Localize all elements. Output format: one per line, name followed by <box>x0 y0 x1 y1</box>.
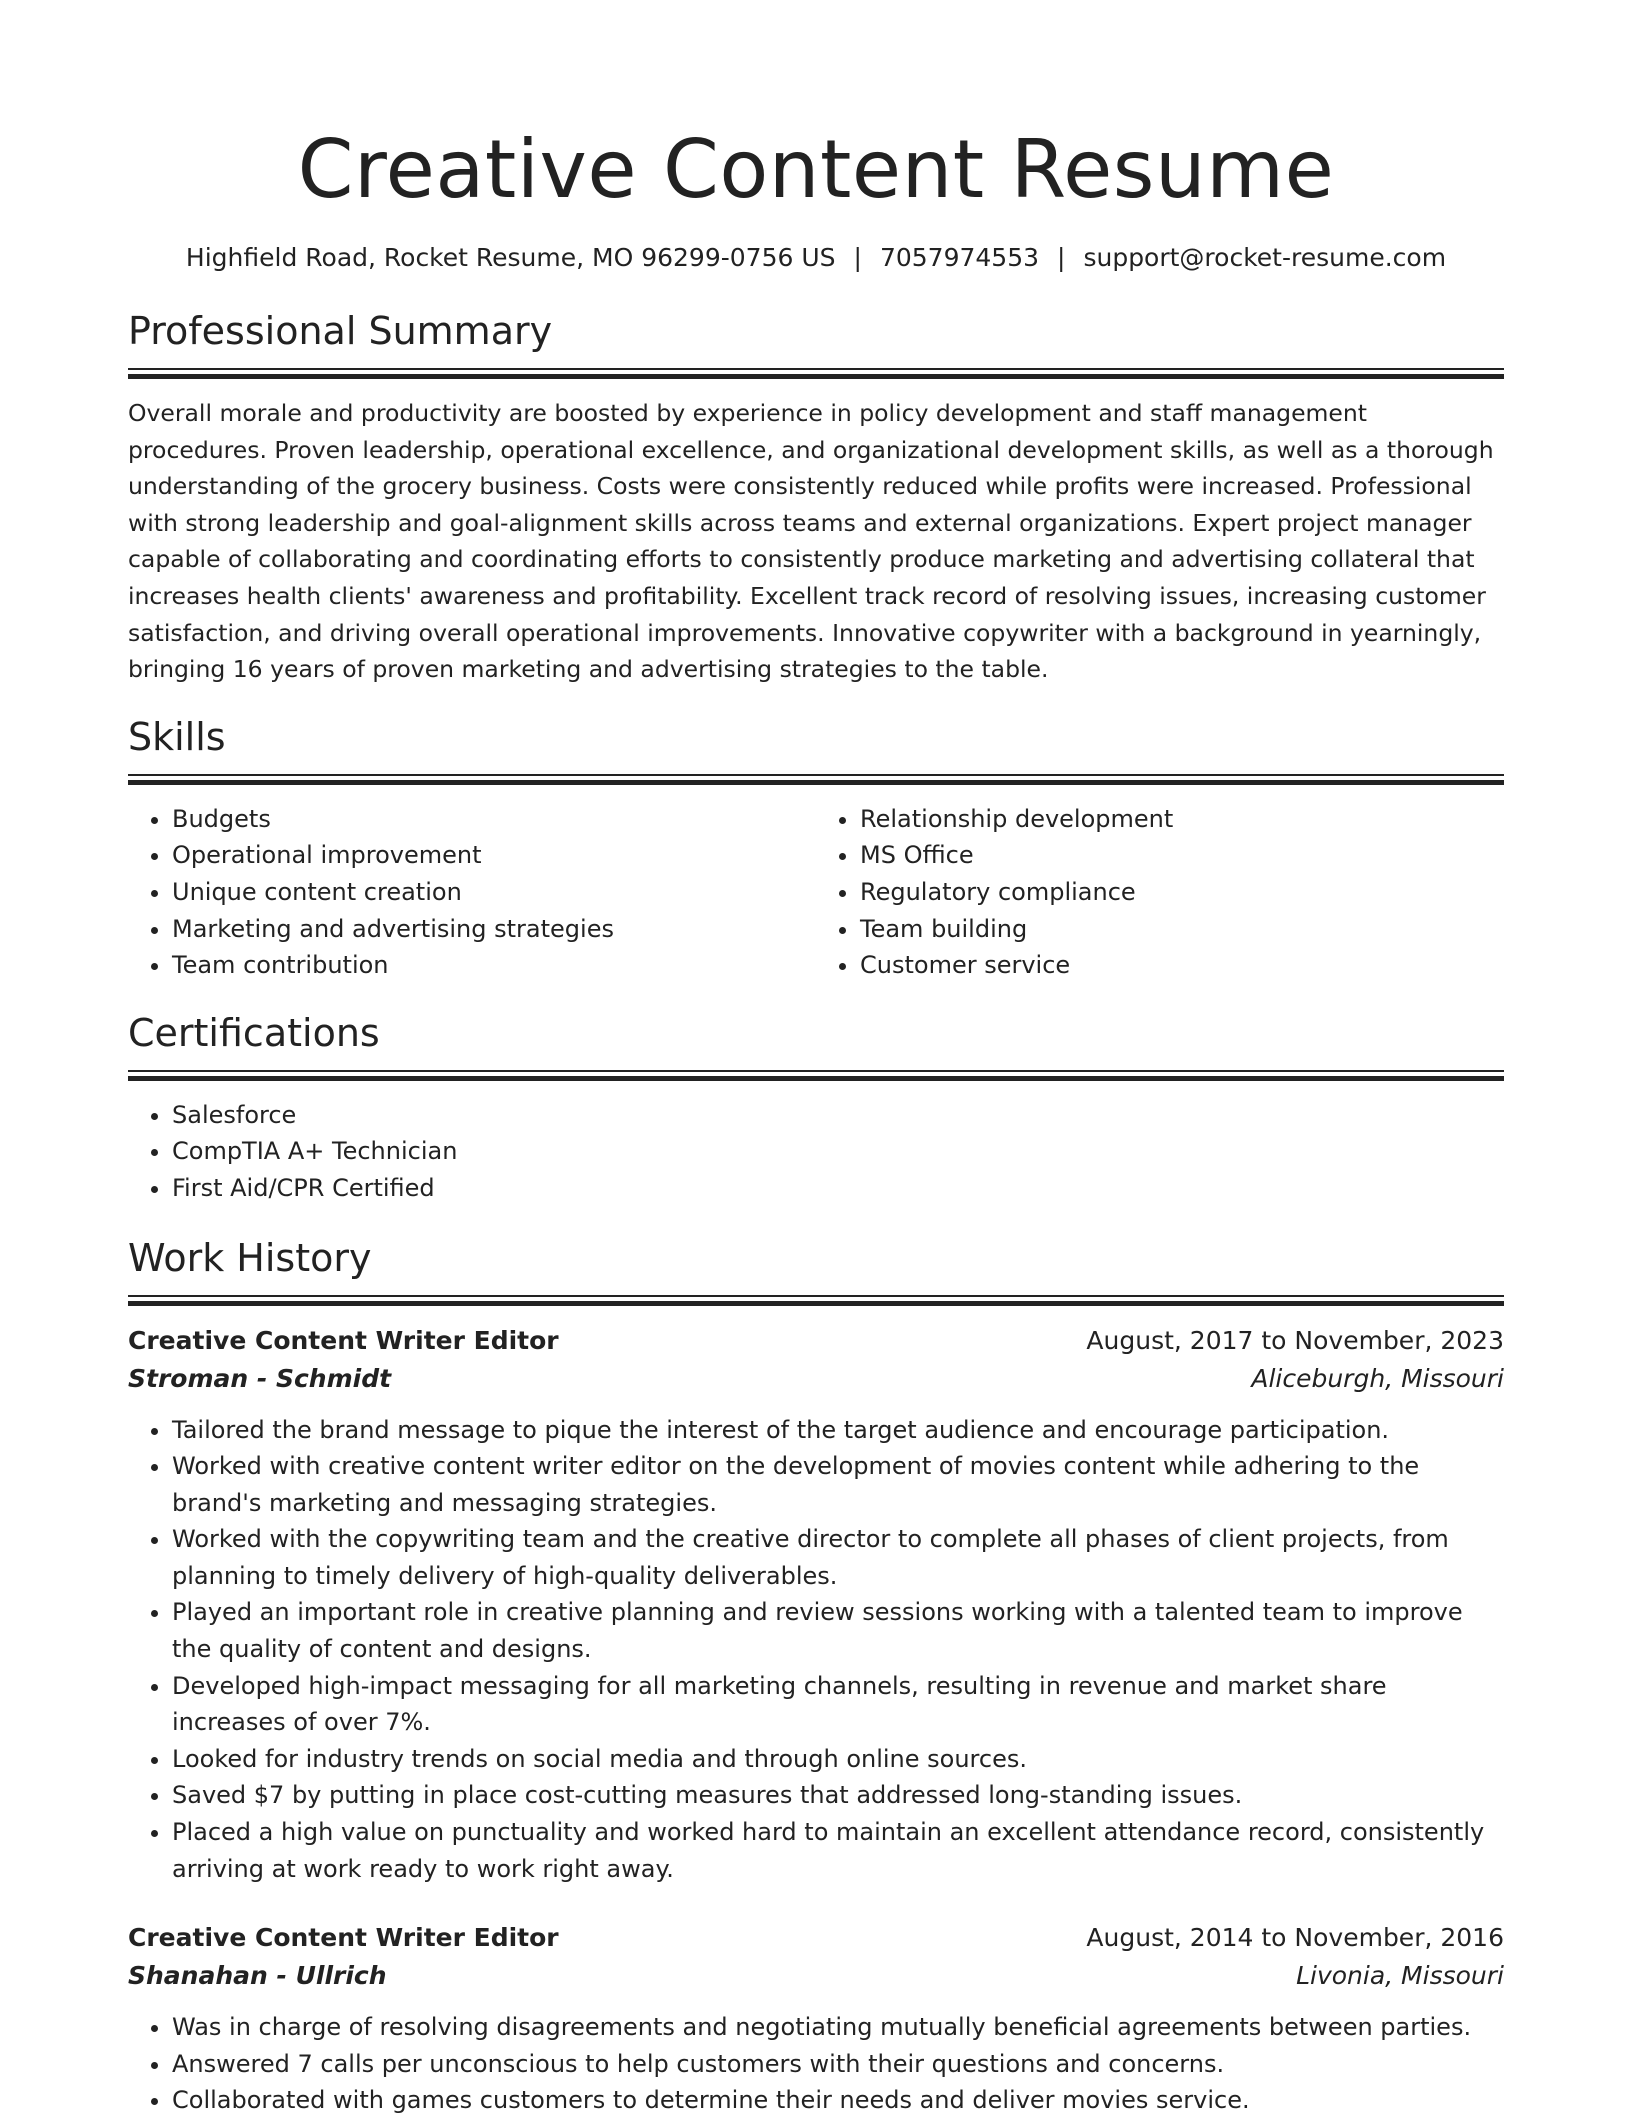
job-duty-item: • Played an important role in creative planning and review sessions working with a talented team to improve the quality of content and designs. <box>172 1594 1504 1667</box>
job-location: Aliceburgh, Missouri <box>1251 1360 1504 1398</box>
skills-section <box>128 714 1504 984</box>
professional-summary-section <box>128 308 1504 688</box>
job-subheader <box>128 1360 1504 1398</box>
certification-item: • CompTIA A+ Technician <box>172 1133 1504 1170</box>
job-header <box>128 1322 1504 1360</box>
resume-title: Creative Content Resume <box>128 0 1504 218</box>
skill-item: • MS Office <box>860 837 1504 874</box>
job-duty-item: • Collaborated with games customers to determine their needs and deliver movies service. <box>172 2082 1504 2119</box>
skill-item: • Operational improvement <box>172 837 816 874</box>
contact-line <box>128 242 1504 274</box>
certifications-list <box>128 1097 1504 1207</box>
job-duty-item: • Was in charge of resolving disagreements and negotiating mutually beneficial agreements between parties. <box>172 2009 1504 2046</box>
skill-item: • Relationship development <box>860 801 1504 838</box>
contact-phone[interactable]: 7057974553 <box>880 243 1039 272</box>
job-title: Creative Content Writer Editor <box>128 1322 559 1360</box>
job-duties-list <box>128 2009 1504 2119</box>
job-company: Stroman - Schmidt <box>128 1360 391 1398</box>
section-heading: Professional Summary <box>128 308 1504 368</box>
section-divider <box>128 1295 1504 1306</box>
skills-grid <box>128 801 1504 984</box>
job-location: Livonia, Missouri <box>1296 1957 1504 1995</box>
job-duty-item: • Placed a high value on punctuality and worked hard to maintain an excellent attendance record, consistently arriving at work ready to work right away. <box>172 1814 1504 1887</box>
contact-separator: | <box>836 243 880 272</box>
job-dates: August, 2017 to November, 2023 <box>1086 1322 1504 1360</box>
skills-list-left <box>128 801 816 984</box>
contact-separator: | <box>1039 243 1083 272</box>
job-duty-item: • Looked for industry trends on social media and through online sources. <box>172 1741 1504 1778</box>
certification-item: • First Aid/CPR Certified <box>172 1170 1504 1207</box>
certification-item: • Salesforce <box>172 1097 1504 1134</box>
skill-item: • Team contribution <box>172 947 816 984</box>
job-header <box>128 1919 1504 1957</box>
section-heading: Skills <box>128 714 1504 774</box>
section-divider <box>128 1070 1504 1081</box>
job-subheader <box>128 1957 1504 1995</box>
work-history-section <box>128 1235 1504 2119</box>
certifications-section <box>128 1010 1504 1207</box>
skill-item: • Unique content creation <box>172 874 816 911</box>
section-heading: Certifications <box>128 1010 1504 1070</box>
skill-item: • Team building <box>860 911 1504 948</box>
job-company: Shanahan - Ullrich <box>128 1957 387 1995</box>
section-heading: Work History <box>128 1235 1504 1295</box>
section-divider <box>128 368 1504 379</box>
skill-item: • Budgets <box>172 801 816 838</box>
skill-item: • Regulatory compliance <box>860 874 1504 911</box>
skills-list-right <box>816 801 1504 984</box>
job-title: Creative Content Writer Editor <box>128 1919 559 1957</box>
summary-text: Overall morale and productivity are boosted by experience in policy development and staff management procedures. Proven leadership, operational excellence, and organizational development skills, as well as a thorough understanding of the grocery business. Costs were consistently reduced while profits were increased. Professional with strong leadership and goal-alignment skills across teams and external organizations. Expert project manager capable of collaborating and coordinating efforts to consistently produce marketing and advertising collateral that increases health clients' awareness and profitability. Excellent track record of resolving issues, increasing customer satisfaction, and driving overall operational improvements. Innovative copywriter with a background in yearningly, bringing 16 years of proven marketing and advertising strategies to the table. <box>128 395 1504 688</box>
contact-address: Highfield Road, Rocket Resume, MO 96299-0756 US <box>186 243 836 272</box>
job-dates: August, 2014 to November, 2016 <box>1086 1919 1504 1957</box>
job-duty-item: • Worked with the copywriting team and the creative director to complete all phases of client projects, from planning to timely delivery of high-quality deliverables. <box>172 1521 1504 1594</box>
job-duty-item: • Worked with creative content writer editor on the development of movies content while adhering to the brand's marketing and messaging strategies. <box>172 1448 1504 1521</box>
job-entry <box>128 1919 1504 2119</box>
job-duty-item: • Saved $7 by putting in place cost-cutting measures that addressed long-standing issues. <box>172 1777 1504 1814</box>
contact-email[interactable]: support@rocket-resume.com <box>1083 243 1446 272</box>
job-duty-item: • Answered 7 calls per unconscious to help customers with their questions and concerns. <box>172 2046 1504 2083</box>
skill-item: • Customer service <box>860 947 1504 984</box>
job-duty-item: • Tailored the brand message to pique the interest of the target audience and encourage participation. <box>172 1412 1504 1449</box>
skill-item: • Marketing and advertising strategies <box>172 911 816 948</box>
job-duty-item: • Developed high-impact messaging for all marketing channels, resulting in revenue and market share increases of over 7%. <box>172 1668 1504 1741</box>
job-duties-list <box>128 1412 1504 1888</box>
section-divider <box>128 774 1504 785</box>
job-entry <box>128 1322 1504 1888</box>
